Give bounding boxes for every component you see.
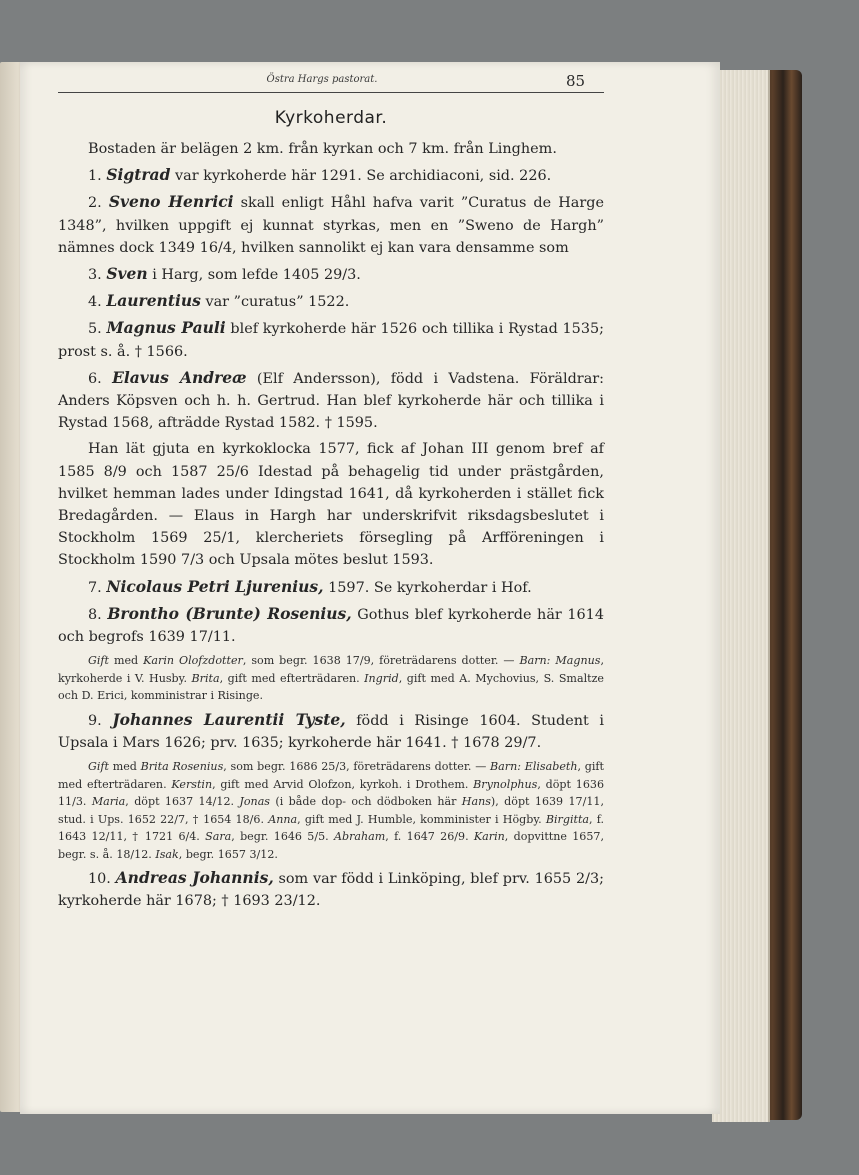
entry-text: , dopvittne 1657, begr. s. å. 18/12. [58,830,604,861]
entry-text: 9. [88,712,113,729]
entry-text: 7. [88,579,107,596]
entry-paragraph [58,164,604,187]
entry-text: var kyrkoherde här 1291. Se archidiaconi, sid. 226. [170,168,552,185]
entry-text: , begr. 1657 3/12. [178,847,278,861]
italic-text: Ingrid [364,671,399,685]
entry-text: i Harg, som lefde 1405 29/3. [147,267,361,284]
italic-text: Gift [88,760,109,774]
entry-text: ), döpt 1639 17/11, stud. i Ups. 1652 22/7, † 1654 18/6. [58,795,604,826]
entry-paragraph [58,290,604,313]
entry-name: Brontho (Brunte) Rosenius, [107,603,352,623]
entry-text: Gothus blef kyrkoherde här 1614 och begrofs 1639 17/11. [58,606,604,646]
entry-name: Sven [106,264,148,284]
entry-text: , döpt 1636 11/3. [58,777,605,809]
italic-text: Abraham [333,830,386,844]
entry-text: 5. [88,321,107,338]
italic-text: Brita [191,671,220,685]
section-title: Kyrkoherdar. [274,108,388,128]
entry-text: 2. [88,195,109,212]
italic-text: Isak [155,847,179,861]
italic-text: Brita Rosenius [140,760,224,774]
entry-text: blef kyrkoherde här 1526 och tillika i Rystad 1535; prost s. å. † 1566. [58,321,604,360]
page-number: 85 [566,72,586,90]
entry-text: 1597. Se kyrkoherdar i Hof. [323,579,532,596]
entry-text: som var född i Linköping, blef prv. 1655 2/3; kyrkoherde här 1678; † 1693 23/12. [58,871,604,910]
italic-text: Magnus [555,654,601,668]
italic-text: Karin [473,830,505,844]
entry-text: , gift med Arvid Olofzon, kyrkoh. i Drothem. [212,777,474,791]
entry-paragraph [58,603,604,648]
entry-name: Magnus Pauli [106,318,226,338]
entry-text: , kyrkoherde i V. Husby. [58,654,604,685]
entry-text: , som begr. 1686 25/3, företrädarens dotter. — [223,760,491,774]
entry-text: , gift med efterträdaren. [219,671,365,685]
italic-text: Kerstin [171,777,213,791]
entry-name: Sigtrad [106,165,171,185]
entry-text: , gift med J. Humble, komminister i Högby. [297,812,546,826]
entry-text: , som begr. 1638 17/9, företrädarens dotter. — [242,654,520,668]
entry-name: Johannes Laurentii Tyste, [112,709,346,729]
entry-text: med [108,654,144,668]
entry-text: , f. 1647 26/9. [385,830,474,844]
entry-text: (i både dop- och dödboken här [270,795,462,809]
entry-paragraph [58,576,604,599]
entry-text: 10. [88,871,116,888]
italic-text: Maria [91,795,126,809]
entry-text: 6. [88,370,113,387]
entry-paragraph [58,263,604,286]
italic-text: Anna [268,812,298,826]
italic-text: Hans [461,795,491,809]
italic-text: Sara [205,830,232,844]
italic-text: Gift [88,654,109,668]
entry-text: (Elf Andersson), född i Vadstena. Föräldrar: Anders Köpsven och h. h. Gertrud. Han blef kyrkoherde här och tillika i Rystad 1568, afträdde Rystad 1582. † 1595. [58,370,604,432]
entry-name: Nicolaus Petri Ljurenius, [106,576,324,596]
entry-text: , döpt 1637 14/12. [125,795,240,809]
entry-text: , begr. 1646 5/5. [231,830,334,844]
entry-text: Han lät gjuta en kyrkoklocka 1577, fick af Johan III genom bref af 1585 8/9 och 1587 25/6 Idestad på behagelig tid under prästgården, hvilket hemman lades under Idingstad 1641, då kyrkoherden i stället fick Bredagården. — Elaus in Hargh har underskrifvit riksdagsbeslutet i Stockholm 1569 25/1, klercheriets försegling på Arfföreningen i Stockholm 1590 7/3 och Upsala mötes beslut 1593. [58,441,604,569]
italic-text: Jonas [239,795,271,809]
entry-text: 3. [88,267,107,284]
entry-paragraph [58,367,604,435]
italic-text: Barn: [519,654,551,668]
footnote-paragraph [58,758,604,863]
entry-name: Sveno Henrici [108,192,234,212]
entry-text: skall enligt Håhl hafva varit ”Curatus de Harge 1348”, hvilken uppgift ej kunnat styrkas, men en ”Sweno de Hargh” nämnes dock 1349 16/4, hvilken sannolikt ej kan vara densamme som [58,195,604,256]
body-text [58,138,604,917]
entry-name: Andreas Johannis, [115,868,274,888]
entry-text: 4. [88,294,107,311]
entry-text: , gift med efterträdaren. [58,760,604,791]
entry-text: med [108,760,141,774]
entry-paragraph [58,138,604,160]
header-rule [58,92,604,93]
entry-name: Elavus Andreæ [112,367,247,387]
entry-paragraph [58,709,604,754]
entry-paragraph [58,438,604,571]
entry-text: 8. [88,606,108,623]
page-stack-edge [712,70,770,1122]
entry-text: 1. [88,168,107,185]
entry-text: , f. 1643 12/11, † 1721 6/4. [58,812,604,844]
entry-paragraph [58,317,604,362]
running-head: Östra Hargs pastorat. [266,74,378,85]
italic-text: Elisabeth [524,760,578,774]
entry-text: Bostaden är belägen 2 km. från kyrkan och 7 km. från Linghem. [88,141,557,157]
italic-text: Birgitta [545,812,590,826]
italic-text: Karin Olofzdotter [143,654,243,668]
entry-paragraph [58,191,604,259]
entry-name: Laurentius [106,291,201,311]
footnote-paragraph [58,652,604,705]
entry-text: född i Risinge 1604. Student i Upsala i Mars 1626; prv. 1635; kyrkoherde här 1641. † 1678 29/7. [58,712,604,751]
italic-text: Barn: [490,760,521,774]
entry-text: , gift med A. Mychovius, S. Smaltze och D. Erici, komministrar i Risinge. [58,671,604,703]
entry-text: var ”curatus” 1522. [200,294,350,311]
italic-text: Brynolphus [473,777,538,791]
entry-paragraph [58,867,604,912]
